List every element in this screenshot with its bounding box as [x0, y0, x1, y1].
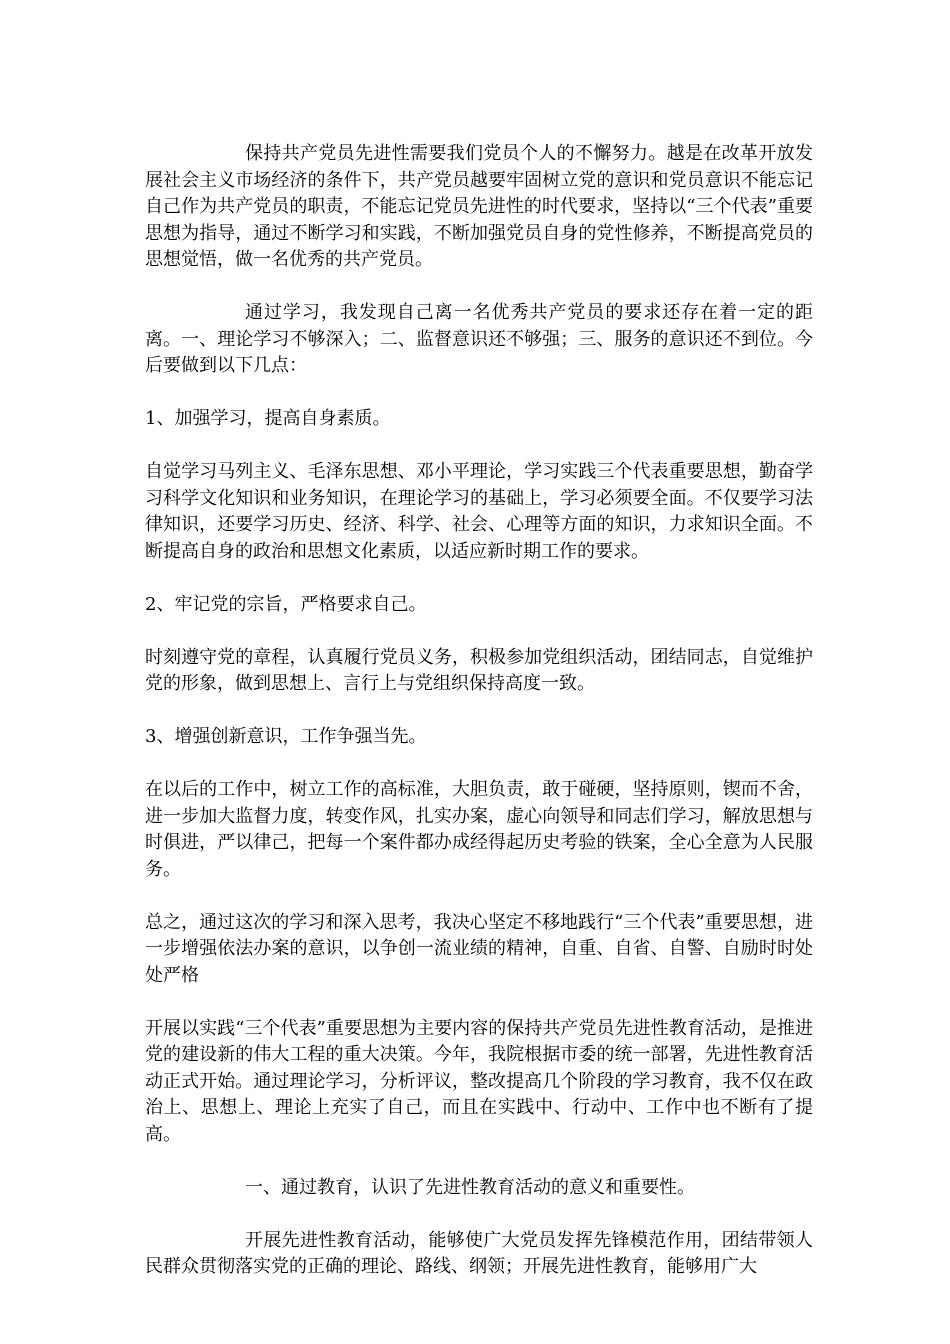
document-body [145, 141, 813, 1307]
paragraph-education-campaign: 开展以实践“三个代表”重要思想为主要内容的保持共产党员先进性教育活动，是推进党的建设新的伟大工程的重大决策。今年，我院根据市委的统一部署，先进性教育活动正式开始。通过理论学习，分析评议，整改提高几个阶段的学习教育，我不仅在政治上、思想上、理论上充实了自己，而且在实践中、行动中、工作中也不断有了提高。 [145, 1017, 813, 1145]
section-heading-1: 1、加强学习，提高自身素质。 [145, 408, 391, 429]
paragraph-education-significance: 开展先进性教育活动，能够使广大党员发挥先锋模范作用，团结带领人民群众贯彻落实党的正确的理论、路线、纲领；开展先进性教育，能够用广大 [145, 1229, 813, 1277]
paragraph-innovation: 在以后的工作中，树立工作的高标准，大胆负责，敢于碰硬，坚持原则，锲而不舍，进一步加大监督力度，转变作风，扎实办案，虚心向领导和同志们学习，解放思想与时俱进，严以律己，把每一个案件都办成经得起历史考验的铁案，全心全意为人民服务。 [145, 779, 813, 880]
section-heading-2: 2、牢记党的宗旨，严格要求自己。 [145, 593, 427, 615]
paragraph-shortcomings: 通过学习，我发现自己离一名优秀共产党员的要求还存在着一定的距离。一、理论学习不够深入；二、监督意识还不够强；三、服务的意识还不到位。今后要做到以下几点： [145, 302, 813, 376]
paragraph-study: 自觉学习马列主义、毛泽东思想、邓小平理论，学习实践三个代表重要思想，勤奋学习科学文化知识和业务知识，在理论学习的基础上，学习必须要全面。不仅要学习法律知识，还要学习历史、经济、科学、社会、心理等方面的知识，力求知识全面。不断提高自身的政治和思想文化素质，以适应新时期工作的要求。 [145, 461, 813, 562]
paragraph-party-purpose: 时刻遵守党的章程，认真履行党员义务，积极参加党组织活动，团结同志，自觉维护党的形象，做到思想上、言行上与党组织保持高度一致。 [145, 646, 813, 694]
section-heading-3: 3、增强创新意识，工作争强当先。 [145, 726, 427, 747]
paragraph-intro: 保持共产党员先进性需要我们党员个人的不懈努力。越是在改革开放发展社会主义市场经济的条件下，共产党员越要牢固树立党的意识和党员意识不能忘记自己作为共产党员的职责，不能忘记党员先进性的时代要求，坚持以“三个代表”重要思想为指导，通过不断学习和实践，不断加强党员自身的党性修养，不断提高党员的思想觉悟，做一名优秀的共产党员。 [145, 143, 813, 270]
section-heading-education: 一、通过教育，认识了先进性教育活动的意义和重要性。 [245, 1176, 695, 1198]
paragraph-summary: 总之，通过这次的学习和深入思考，我决心坚定不移地践行“三个代表”重要思想，进一步增强依法办案的意识，以争创一流业绩的精神，自重、自省、自警、自励时时处处严格 [145, 911, 813, 986]
